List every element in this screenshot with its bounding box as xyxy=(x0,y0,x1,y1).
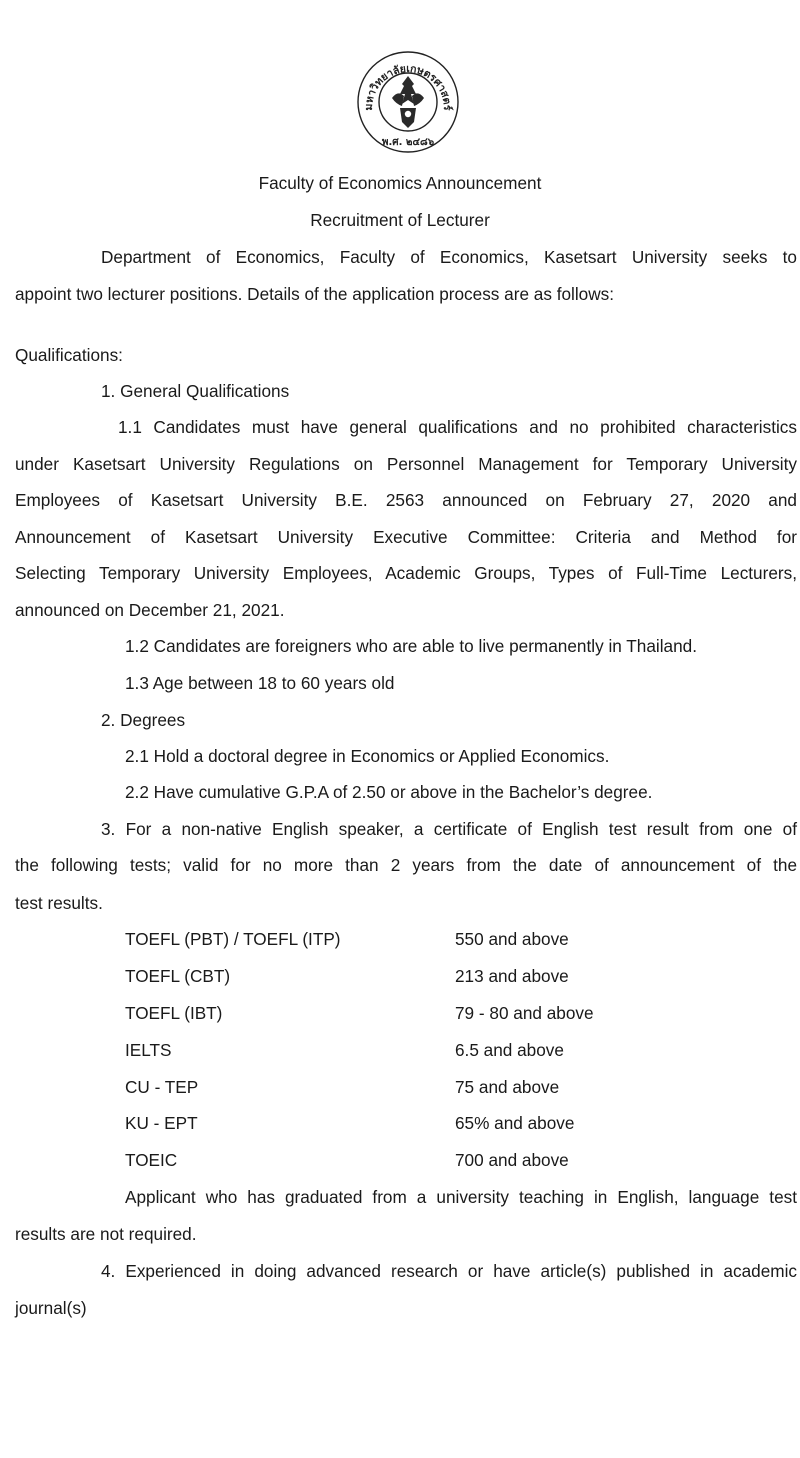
test-name: TOEFL (PBT) / TOEFL (ITP) xyxy=(125,929,341,949)
exemption-line: results are not required. xyxy=(15,1224,197,1244)
seal-year-text: พ.ศ. ๒๔๘๖ xyxy=(381,137,435,148)
garuda-emblem-icon xyxy=(392,76,424,128)
university-seal xyxy=(356,50,460,154)
english-line: test results. xyxy=(15,893,103,913)
degrees-p1: 2.1 Hold a doctoral degree in Economics or Applied Economics. xyxy=(125,746,610,766)
test-score: 700 and above xyxy=(455,1150,569,1170)
test-name: TOEIC xyxy=(125,1150,178,1170)
test-score: 550 and above xyxy=(455,929,569,949)
test-name: CU - TEP xyxy=(125,1077,199,1097)
seal-ring-text: มหาวิทยาลัยเกษตรศาสตร์ xyxy=(362,62,454,111)
test-name: KU - EPT xyxy=(125,1113,198,1133)
intro-line: Department of Economics, Faculty of Economics, Kasetsart University seeks to xyxy=(101,247,797,267)
test-score: 75 and above xyxy=(455,1077,560,1097)
general-qualifications-heading: 1. General Qualifications xyxy=(101,381,290,401)
general-p1-line: Employees of Kasetsart University B.E. 2563 announced on February 27, 2020 and xyxy=(15,490,797,510)
general-p1-line: 1.1 Candidates must have general qualifications and no prohibited characteristics xyxy=(118,417,797,437)
test-name: TOEFL (CBT) xyxy=(125,966,231,986)
research-line: journal(s) xyxy=(15,1298,87,1318)
general-p2: 1.2 Candidates are foreigners who are able to live permanently in Thailand. xyxy=(125,636,697,656)
general-p1-line: under Kasetsart University Regulations on Personnel Management for Temporary University xyxy=(15,454,797,474)
test-score: 79 - 80 and above xyxy=(455,1003,594,1023)
announcement-title: Faculty of Economics Announcement xyxy=(258,173,542,193)
general-p1-line: Announcement of Kasetsart University Executive Committee: Criteria and Method for xyxy=(15,527,797,547)
exemption-line: Applicant who has graduated from a university teaching in English, language test xyxy=(125,1187,797,1207)
research-line: 4. Experienced in doing advanced research or have article(s) published in academic xyxy=(101,1261,797,1281)
degrees-p2: 2.2 Have cumulative G.P.A of 2.50 or above in the Bachelor’s degree. xyxy=(125,782,653,802)
test-name: TOEFL (IBT) xyxy=(125,1003,223,1023)
qualifications-heading: Qualifications: xyxy=(15,345,123,365)
english-line: 3. For a non-native English speaker, a certificate of English test result from one of xyxy=(101,819,797,839)
general-p3: 1.3 Age between 18 to 60 years old xyxy=(125,673,395,693)
test-score: 65% and above xyxy=(455,1113,575,1133)
general-p1-line: announced on December 21, 2021. xyxy=(15,600,285,620)
degrees-heading: 2. Degrees xyxy=(101,710,186,730)
english-line: the following tests; valid for no more than 2 years from the date of announcement of the xyxy=(15,855,797,875)
test-name: IELTS xyxy=(125,1040,172,1060)
intro-line: appoint two lecturer positions. Details of the application process are as follows: xyxy=(15,284,615,304)
test-score: 213 and above xyxy=(455,966,569,986)
general-p1-line: Selecting Temporary University Employees, Academic Groups, Types of Full-Time Lecturers, xyxy=(15,563,797,583)
announcement-subtitle: Recruitment of Lecturer xyxy=(310,210,490,230)
test-score: 6.5 and above xyxy=(455,1040,564,1060)
